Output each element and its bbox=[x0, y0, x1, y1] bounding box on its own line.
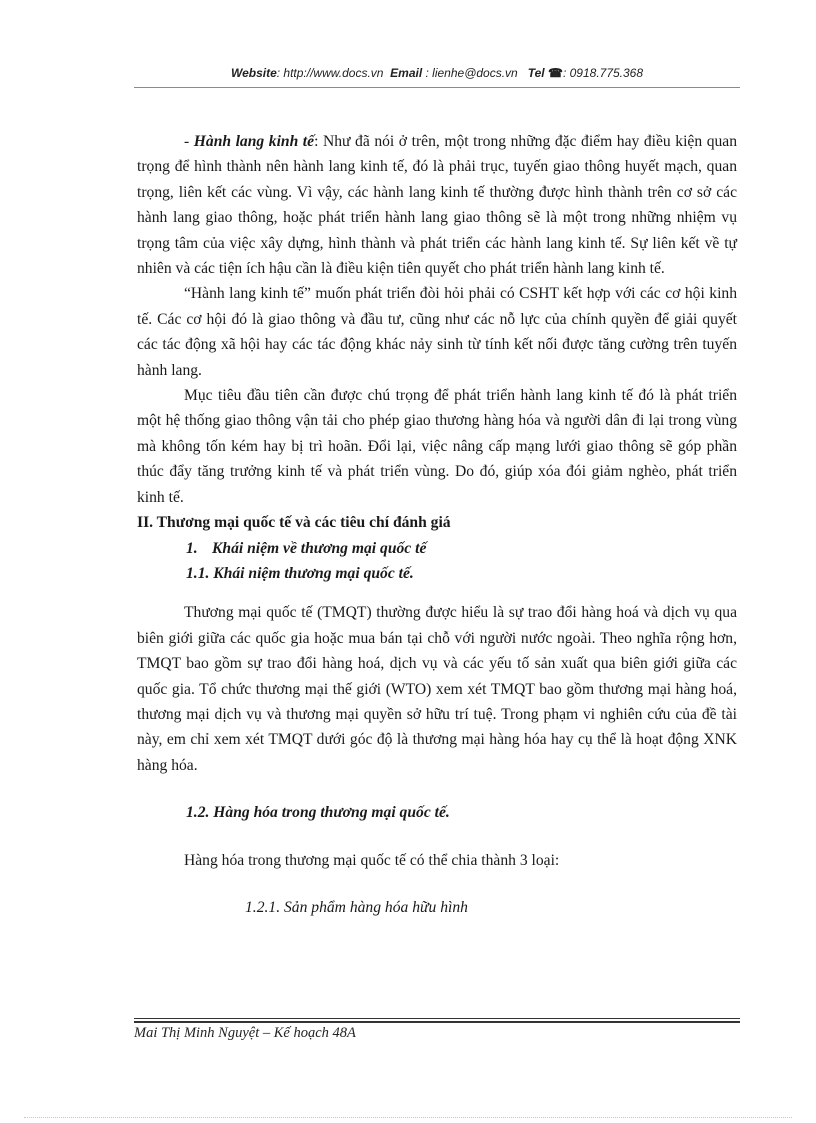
page-header bbox=[134, 66, 740, 80]
header-rule bbox=[134, 87, 740, 88]
section-heading-ii: II. Thương mại quốc tế và các tiêu chí đánh giá bbox=[137, 514, 451, 532]
heading-1-number: 1. bbox=[186, 539, 198, 557]
document-body bbox=[137, 129, 737, 920]
heading-1-2-1: 1.2.1. Sản phẩm hàng hóa hữu hình bbox=[245, 898, 468, 916]
heading-1-2: 1.2. Hàng hóa trong thương mại quốc tế. bbox=[186, 804, 450, 822]
paragraph-infrastructure: “Hành lang kinh tế” muốn phát triển đòi hỏi phải có CSHT kết hợp với các cơ hội kinh tế. Các cơ hội đó là giao thông và đầu tư, cũng như các nỗ lực của chính quyền để giải quyết các tác động xã hội hay các tác động khác nảy sinh từ tính kết nối được tăng cường trên tuyến hành lang. bbox=[137, 285, 737, 379]
website-label: Website bbox=[230, 66, 277, 80]
heading-1 bbox=[137, 536, 737, 561]
paragraph-text: : Như đã nói ở trên, một trong những đặc điểm hay điều kiện quan trọng để hình thành nên hành lang kinh tế, đó là phải trục, tuyến giao thông huyết mạch, quan trọng, liên kết các vùng. Vì vậy, các hành lang kinh tế thường được hình thành trên cơ sở các hành lang giao thông, hoặc phát triển hành lang giao thông sẽ là một trong những nhiệm vụ trọng tâm của việc xây dựng, hình thành và phát triển các hành lang kinh tế. Sự liên kết về tự nhiên và các tiện ích hậu cần là điều kiện tiên quyết cho phát triển hành lang kinh tế. bbox=[137, 133, 738, 278]
list-dash: - bbox=[184, 133, 194, 150]
tel-value: : 0918.775.368 bbox=[562, 66, 644, 80]
page-edge-divider bbox=[24, 1117, 792, 1118]
paragraph-tmqt-definition: Thương mại quốc tế (TMQT) thường được hiểu là sự trao đổi hàng hoá và dịch vụ qua biên giới giữa các quốc gia hoặc mua bán tại chỗ với người nước ngoài. Theo nghĩa rộng hơn, TMQT bao gồm sự trao đổi hàng hoá, dịch vụ và các yếu tố sản xuất qua biên giới giữa các quốc gia. Tổ chức thương mại thế giới (WTO) xem xét TMQT bao gồm thương mại hàng hoá, thương mại dịch vụ và thương mại quyền sở hữu trí tuệ. Trong phạm vi nghiên cứu của đề tài này, em chỉ xem xét TMQT dưới góc độ là thương mại hàng hóa hay cụ thể là hoạt động XNK hàng hóa. bbox=[137, 604, 737, 774]
email-value: : lienhe@docs.vn bbox=[425, 66, 518, 80]
term-economic-corridor: Hành lang kinh tế bbox=[193, 133, 315, 150]
paragraph-goods-types: Hàng hóa trong thương mại quốc tế có thể chia thành 3 loại: bbox=[184, 851, 560, 869]
email-label: Email bbox=[390, 66, 423, 80]
paragraph-economic-corridor bbox=[137, 129, 737, 281]
paragraph-transport-goal: Mục tiêu đầu tiên cần được chú trọng để phát triển hành lang kinh tế đó là phát triển một hệ thống giao thông vận tải cho phép giao thương hàng hóa và người dân đi lại trong vùng mà không tốn kém hay bị trì hoãn. Đổi lại, việc nâng cấp mạng lưới giao thông sẽ góp phần thúc đẩy tăng trưởng kinh tế và phát triển vùng. Do đó, giúp xóa đói giảm nghèo, phát triển kinh tế. bbox=[137, 387, 737, 506]
footer-rule-thick bbox=[134, 1021, 740, 1023]
tel-label: Tel bbox=[527, 66, 545, 80]
heading-1-text: Khái niệm về thương mại quốc tế bbox=[212, 539, 427, 557]
page-footer-author: Mai Thị Minh Nguyệt – Kế hoạch 48A bbox=[134, 1025, 356, 1041]
heading-1-1: 1.1. Khái niệm thương mại quốc tế. bbox=[186, 564, 414, 582]
phone-icon: ☎ bbox=[548, 66, 563, 80]
footer-rule-thin bbox=[134, 1018, 740, 1019]
website-value: : http://www.docs.vn bbox=[276, 66, 384, 80]
